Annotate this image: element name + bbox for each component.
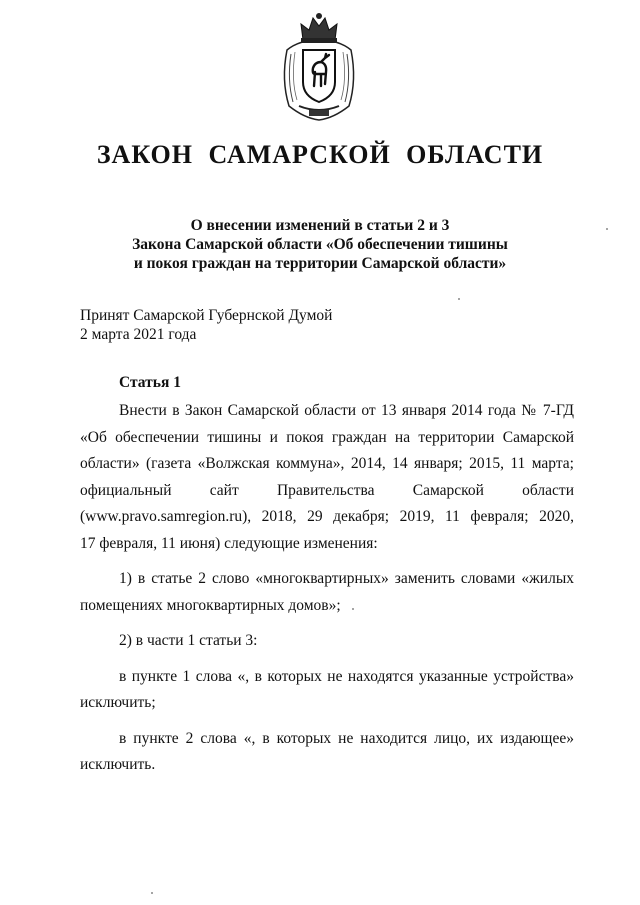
coat-of-arms-icon: [279, 10, 359, 128]
body-line: «Об обеспечении тишины и покоя граждан на территории Самарской: [80, 428, 574, 446]
law-title: ЗАКОН САМАРСКОЙ ОБЛАСТИ: [96, 140, 544, 169]
scan-speck: [151, 892, 153, 894]
body-line: исключить;: [80, 694, 156, 711]
body-line: официальный сайт Правительства Самарской области: [80, 481, 574, 499]
adoption-date: 2 марта 2021 года: [80, 326, 197, 343]
article-title: Статья 1: [119, 374, 181, 391]
subject-line: Закона Самарской области «Об обеспечении тишины: [132, 236, 508, 253]
body-line: в пункте 1 слова «, в которых не находятся указанные устройства»: [119, 667, 574, 685]
body-line: 17 февраля, 11 июня) следующие изменения:: [80, 534, 378, 552]
scan-speck: [352, 608, 354, 610]
subject-line: О внесении изменений в статьи 2 и 3: [190, 217, 450, 234]
body-line: 1) в статье 2 слово «многоквартирных» заменить словами «жилых: [119, 570, 574, 587]
body-line: помещениях многоквартирных домов»;: [80, 596, 341, 614]
body-line: (www.pravo.samregion.ru), 2018, 29 декабря; 2019, 11 февраля; 2020,: [80, 508, 574, 525]
body-line: 2) в части 1 статьи 3:: [119, 632, 258, 649]
adoption-info: [80, 306, 332, 344]
body-line: области» (газета «Волжская коммуна», 2014, 14 января; 2015, 11 марта;: [80, 455, 574, 472]
subject-line: и покоя граждан на территории Самарской области»: [133, 255, 507, 272]
law-subject: [80, 216, 560, 273]
adopted-by: Принят Самарской Губернской Думой: [80, 307, 333, 324]
scan-speck: [606, 228, 608, 230]
article-body: [80, 398, 574, 779]
body-line: в пункте 2 слова «, в которых не находится лицо, их издающее»: [119, 729, 574, 747]
body-line: исключить.: [80, 756, 156, 773]
body-line: Внести в Закон Самарской области от 13 января 2014 года № 7-ГД: [119, 402, 574, 419]
scan-speck: [458, 298, 460, 300]
